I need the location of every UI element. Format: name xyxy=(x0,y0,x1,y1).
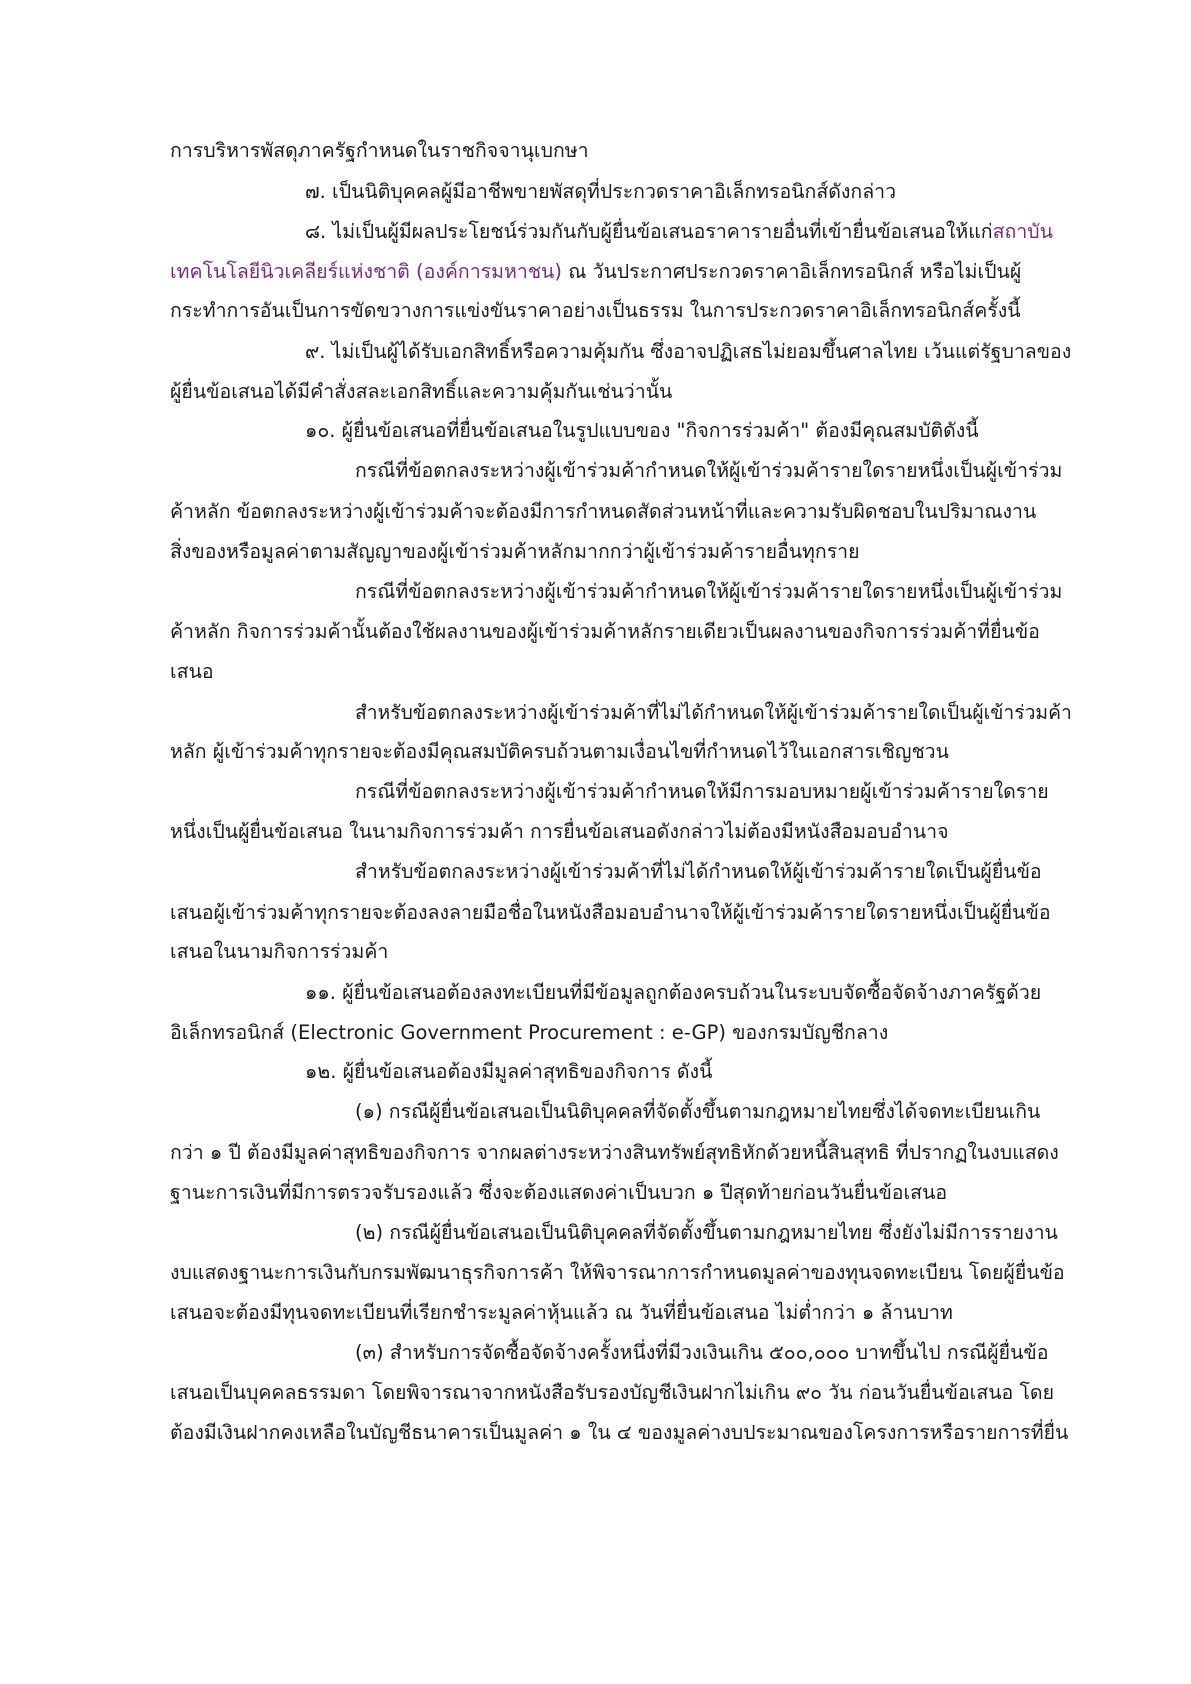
text-line: (๑) กรณีผู้ยื่นข้อเสนอเป็นนิติบุคคลที่จัดตั้งขึ้นตามกฎหมายไทยซึ่งได้จดทะเบียนเกิน xyxy=(355,1100,1041,1123)
text-line: ฐานะการเงินที่มีการตรวจรับรองแล้ว ซึ่งจะต้องแสดงค่าเป็นบวก ๑ ปีสุดท้ายก่อนวันยื่นข้อเสนอ xyxy=(170,1181,948,1204)
text-line: กรณีที่ข้อตกลงระหว่างผู้เข้าร่วมค้ากำหนดให้ผู้เข้าร่วมค้ารายใดรายหนึ่งเป็นผู้เข้าร่วม xyxy=(355,580,1063,603)
text-line: ๑๑. ผู้ยื่นข้อเสนอต้องลงทะเบียนที่มีข้อมูลถูกต้องครบถ้วนในระบบจัดซื้อจัดจ้างภาครัฐด้วย xyxy=(305,981,1042,1004)
text-line: (๒) กรณีผู้ยื่นข้อเสนอเป็นนิติบุคคลที่จัดตั้งขึ้นตามกฎหมายไทย ซึ่งยังไม่มีการรายงาน xyxy=(355,1221,1058,1244)
text-line: ๗. เป็นนิติบุคคลผู้มีอาชีพขายพัสดุที่ประกวดราคาอิเล็กทรอนิกส์ดังกล่าว xyxy=(305,180,897,203)
text-line: อิเล็กทรอนิกส์ (Electronic Government Procurement : e-GP) ของกรมบัญชีกลาง xyxy=(170,1021,889,1044)
text-line: กว่า ๑ ปี ต้องมีมูลค่าสุทธิของกิจการ จากผลต่างระหว่างสินทรัพย์สุทธิหักด้วยหนี้สินสุทธิ ที่ปรากฏในงบแสดง xyxy=(170,1141,1059,1164)
text-line: สิ่งของหรือมูลค่าตามสัญญาของผู้เข้าร่วมค้าหลักมากกว่าผู้เข้าร่วมค้ารายอื่นทุกราย xyxy=(170,540,860,563)
organization-name: สถาบัน xyxy=(992,220,1053,243)
text-line: ๘. ไม่เป็นผู้มีผลประโยชน์ร่วมกันกับผู้ยื่นข้อเสนอราคารายอื่นที่เข้ายื่นข้อเสนอให้แก่สถาบัน xyxy=(305,220,1053,243)
text-line: เสนอผู้เข้าร่วมค้าทุกรายจะต้องลงลายมือชื่อในหนังสือมอบอำนาจให้ผู้เข้าร่วมค้ารายใดรายหนึ่งเป็นผู้ยื่นข้อ xyxy=(170,901,1051,924)
text-line: กระทำการอันเป็นการขัดขวางการแข่งขันราคาอย่างเป็นธรรม ในการประกวดราคาอิเล็กทรอนิกส์ครั้งนี้ xyxy=(170,299,1021,322)
text-line: หนึ่งเป็นผู้ยื่นข้อเสนอ ในนามกิจการร่วมค้า การยื่นข้อเสนอดังกล่าวไม่ต้องมีหนังสือมอบอำนาจ xyxy=(170,820,949,843)
text-line: เสนอเป็นบุคคลธรรมดา โดยพิจารณาจากหนังสือรับรองบัญชีเงินฝากไม่เกิน ๙๐ วัน ก่อนวันยื่นข้อเสนอ โดย xyxy=(170,1381,1055,1404)
text-line: เสนอในนามกิจการร่วมค้า xyxy=(170,940,389,963)
text-line: เทคโนโลยีนิวเคลียร์แห่งชาติ (องค์การมหาชน) ณ วันประกาศประกวดราคาอิเล็กทรอนิกส์ หรือไม่เป็นผู้ xyxy=(170,260,1022,283)
text-line: ๑๐. ผู้ยื่นข้อเสนอที่ยื่นข้อเสนอในรูปแบบของ "กิจการร่วมค้า" ต้องมีคุณสมบัติดังนี้ xyxy=(305,419,979,442)
text-line: สำหรับข้อตกลงระหว่างผู้เข้าร่วมค้าที่ไม่ได้กำหนดให้ผู้เข้าร่วมค้ารายใดเป็นผู้ยื่นข้อ xyxy=(355,860,1042,883)
text-line: กรณีที่ข้อตกลงระหว่างผู้เข้าร่วมค้ากำหนดให้มีการมอบหมายผู้เข้าร่วมค้ารายใดราย xyxy=(355,780,1049,803)
text-line: สำหรับข้อตกลงระหว่างผู้เข้าร่วมค้าที่ไม่ได้กำหนดให้ผู้เข้าร่วมค้ารายใดเป็นผู้เข้าร่วมค้า xyxy=(355,701,1072,724)
organization-name: เทคโนโลยีนิวเคลียร์แห่งชาติ (องค์การมหาชน) xyxy=(170,260,562,283)
text-line: ๙. ไม่เป็นผู้ได้รับเอกสิทธิ์หรือความคุ้มกัน ซึ่งอาจปฏิเสธไม่ยอมขึ้นศาลไทย เว้นแต่รัฐบาลของ xyxy=(305,340,1072,363)
text-line: ค้าหลัก ข้อตกลงระหว่างผู้เข้าร่วมค้าจะต้องมีการกำหนดสัดส่วนหน้าที่และความรับผิดชอบในปริมาณงาน xyxy=(170,500,1037,523)
text-line: หลัก ผู้เข้าร่วมค้าทุกรายจะต้องมีคุณสมบัติครบถ้วนตามเงื่อนไขที่กำหนดไว้ในเอกสารเชิญชวน xyxy=(170,740,949,763)
text-line: เสนอ xyxy=(170,660,214,683)
text-line: ผู้ยื่นข้อเสนอได้มีคำสั่งสละเอกสิทธิ์และความคุ้มกันเช่นว่านั้น xyxy=(170,380,673,403)
text-line: การบริหารพัสดุภาครัฐกำหนดในราชกิจจานุเบกษา xyxy=(170,139,589,162)
text-line: ค้าหลัก กิจการร่วมค้านั้นต้องใช้ผลงานของผู้เข้าร่วมค้าหลักรายเดียวเป็นผลงานของกิจการร่วมค้าที่ยื่นข้อ xyxy=(170,620,1040,643)
text-line: งบแสดงฐานะการเงินกับกรมพัฒนาธุรกิจการค้า ให้พิจารณาการกำหนดมูลค่าของทุนจดทะเบียน โดยผู้ยื่นข้อ xyxy=(170,1261,1065,1284)
text-line: ต้องมีเงินฝากคงเหลือในบัญชีธนาคารเป็นมูลค่า ๑ ใน ๔ ของมูลค่างบประมาณของโครงการหรือรายการที่ยื่น xyxy=(170,1421,1069,1444)
text-line: (๓) สำหรับการจัดซื้อจัดจ้างครั้งหนึ่งที่มีวงเงินเกิน ๕๐๐,๐๐๐ บาทขึ้นไป กรณีผู้ยื่นข้อ xyxy=(355,1341,1049,1364)
text-line: กรณีที่ข้อตกลงระหว่างผู้เข้าร่วมค้ากำหนดให้ผู้เข้าร่วมค้ารายใดรายหนึ่งเป็นผู้เข้าร่วม xyxy=(355,459,1063,482)
text-line: ๑๒. ผู้ยื่นข้อเสนอต้องมีมูลค่าสุทธิของกิจการ ดังนี้ xyxy=(305,1060,713,1083)
text-line: เสนอจะต้องมีทุนจดทะเบียนที่เรียกชำระมูลค่าหุ้นแล้ว ณ วันที่ยื่นข้อเสนอ ไม่ต่ำกว่า ๑ ล้านบาท xyxy=(170,1301,953,1324)
